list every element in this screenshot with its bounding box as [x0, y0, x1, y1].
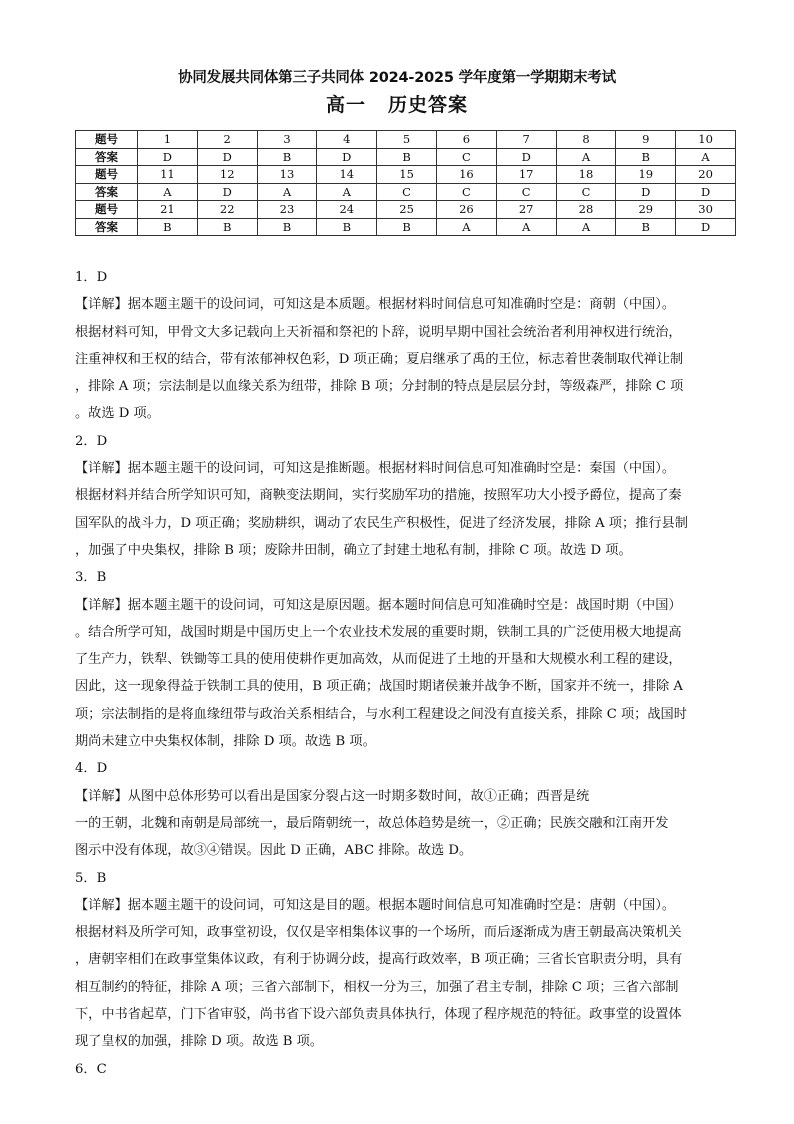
table-cell: D — [138, 148, 198, 166]
table-cell: 13 — [257, 166, 317, 184]
table-cell: 11 — [138, 166, 198, 184]
table-cell: D — [197, 148, 257, 166]
row-header: 题号 — [76, 131, 138, 149]
explanation-line: 了生产力，铁犁、铁锄等工具的使用使耕作更加高效，从而促进了土地的开垦和大规模水利工程的建设， — [75, 652, 682, 668]
page-title: 协同发展共同体第三子共同体 2024-2025 学年度第一学期期末考试 — [178, 70, 616, 86]
explanation-line: 注重神权和王权的结合，带有浓郁神权色彩，D 项正确；夏启继承了禹的王位，标志着世袭制取代禅让制 — [75, 351, 684, 367]
question-number: 1．D — [75, 270, 108, 285]
explanation-line: 因此，这一现象得益于铁制工具的使用，B 项正确；战国时期诸侯兼并战争不断，国家并不统一，排除 A — [75, 679, 683, 695]
explanations — [75, 264, 735, 1083]
table-cell: B — [257, 148, 317, 166]
explanation-line: ，唐朝宰相们在政事堂集体议政，有利于协调分歧，提高行政效率，B 项正确；三省长官职责分明，具有 — [75, 952, 683, 968]
question-number: 3．B — [75, 570, 107, 586]
table-cell: D — [616, 183, 676, 201]
table-cell: A — [436, 218, 496, 236]
explanation-line: ，加强了中央集权，排除 B 项；废除井田制，确立了封建土地私有制，排除 C 项。故选 D 项。 — [75, 542, 632, 558]
table-cell: D — [197, 183, 257, 201]
explanation-line: 根据材料并结合所学知识可知，商鞅变法期间，实行奖励军功的措施，按照军功大小授予爵位，提高了秦 — [75, 488, 682, 504]
table-cell: 22 — [197, 201, 257, 219]
question-number: 2．D — [75, 433, 108, 449]
table-cell: 7 — [496, 131, 556, 149]
table-cell: 25 — [377, 201, 437, 219]
question-number: 4．D — [75, 761, 108, 777]
table-cell: D — [676, 218, 736, 236]
table-cell: 5 — [377, 131, 437, 149]
explanation-line: 图示中没有体现，故③④错误。因此 D 正确，ABC 排除。故选 D。 — [75, 843, 473, 859]
subtitle-subject: 历史答案 — [388, 94, 469, 116]
table-cell: 24 — [317, 201, 377, 219]
explanation-line: ，排除 A 项；宗法制是以血缘关系为纽带，排除 B 项；分封制的特点是层层分封，等级森严，排除 C 项 — [75, 379, 684, 395]
table-cell: 17 — [496, 166, 556, 184]
table-cell: C — [436, 148, 496, 166]
answer-table — [75, 130, 736, 236]
row-header: 答案 — [76, 148, 138, 166]
table-cell: C — [556, 183, 616, 201]
row-header: 题号 — [76, 166, 138, 184]
table-cell: A — [556, 148, 616, 166]
row-header: 答案 — [76, 218, 138, 236]
table-cell: C — [377, 183, 437, 201]
explanation-line: 相互制约的特征，排除 A 项；三省六部制下，相权一分为三，加强了君主专制，排除 C 项；三省六部制 — [75, 979, 679, 995]
table-cell: A — [676, 148, 736, 166]
table-cell: 29 — [616, 201, 676, 219]
question-number: 5．B — [75, 870, 107, 886]
row-header: 答案 — [76, 183, 138, 201]
table-cell: B — [197, 218, 257, 236]
table-cell: 15 — [377, 166, 437, 184]
table-cell: 30 — [676, 201, 736, 219]
table-cell: B — [377, 218, 437, 236]
explanation-line: 【详解】从图中总体形势可以看出是国家分裂占这一时期多数时间，故①正确；西晋是统 — [75, 788, 590, 804]
table-cell: C — [496, 183, 556, 201]
table-cell: 14 — [317, 166, 377, 184]
question-number: 6．C — [75, 1061, 107, 1077]
table-row — [76, 218, 736, 236]
explanation-line: 【详解】据本题主题干的设问词，可知这是原因题。据本题时间信息可知准确时空是：战国时期（中国） — [75, 597, 682, 613]
table-row — [76, 183, 736, 201]
table-row — [76, 131, 736, 149]
table-cell: 10 — [676, 131, 736, 149]
table-cell: A — [257, 183, 317, 201]
table-row — [76, 201, 736, 219]
table-cell: 18 — [556, 166, 616, 184]
table-cell: 9 — [616, 131, 676, 149]
table-cell: B — [317, 218, 377, 236]
explanation-line: 根据材料可知，甲骨文大多记载向上天祈福和祭祀的卜辞，说明早期中国社会统治者利用神权进行统治， — [75, 324, 682, 340]
explanation-line: 一的王朝，北魏和南朝是局部统一，最后隋朝统一，故总体趋势是统一，②正确；民族交融和江南开发 — [75, 815, 669, 831]
table-cell: 3 — [257, 131, 317, 149]
table-cell: 2 — [197, 131, 257, 149]
table-cell: 4 — [317, 131, 377, 149]
table-cell: B — [616, 218, 676, 236]
table-cell: 16 — [436, 166, 496, 184]
table-cell: C — [436, 183, 496, 201]
explanation-line: 现了皇权的加强，排除 D 项。故选 B 项。 — [75, 1034, 324, 1050]
table-cell: D — [496, 148, 556, 166]
table-cell: A — [556, 218, 616, 236]
table-cell: D — [676, 183, 736, 201]
explanation-line: 根据材料及所学可知，政事堂初设，仅仅是宰相集体议事的一个场所，而后逐渐成为唐王朝最高决策机关 — [75, 925, 682, 941]
table-row — [76, 148, 736, 166]
explanation-line: 。结合所学可知，战国时期是中国历史上一个农业技术发展的重要时期，铁制工具的广泛使用极大地提高 — [75, 624, 682, 640]
explanation-line: 。故选 D 项。 — [75, 406, 160, 422]
table-cell: 28 — [556, 201, 616, 219]
explanation-line: 下，中书省起草，门下省审驳，尚书省下设六部负责具体执行，体现了程序规范的特征。政事堂的设置体 — [75, 1007, 682, 1023]
table-cell: D — [317, 148, 377, 166]
table-cell: 8 — [556, 131, 616, 149]
table-cell: 26 — [436, 201, 496, 219]
table-cell: 6 — [436, 131, 496, 149]
explanation-line: 【详解】据本题主题干的设问词，可知这是推断题。根据材料时间信息可知准确时空是：秦国（中国）。 — [75, 461, 676, 477]
table-cell: 27 — [496, 201, 556, 219]
table-cell: 19 — [616, 166, 676, 184]
table-cell: 12 — [197, 166, 257, 184]
table-cell: A — [317, 183, 377, 201]
table-cell: 1 — [138, 131, 198, 149]
explanation-line: 【详解】据本题主题干的设问词，可知这是本质题。根据材料时间信息可知准确时空是：商朝（中国）。 — [75, 297, 676, 313]
explanation-line: 国军队的战斗力，D 项正确；奖励耕织，调动了农民生产积极性，促进了经济发展，排除 A 项；推行县制 — [75, 515, 688, 531]
subtitle-grade: 高一 — [325, 94, 366, 116]
table-cell: 20 — [676, 166, 736, 184]
explanation-line: 期尚未建立中央集权体制，排除 D 项。故选 B 项。 — [75, 734, 376, 750]
explanation-line: 项；宗法制指的是将血缘纽带与政治关系相结合，与水利工程建设之间没有直接关系，排除 C 项；战国时 — [75, 706, 687, 722]
table-cell: 21 — [138, 201, 198, 219]
explanation-line: 【详解】据本题主题干的设问词，可知这是目的题。根据本题时间信息可知准确时空是：唐朝（中国）。 — [75, 897, 676, 913]
page-subtitle — [0, 90, 794, 117]
table-cell: B — [138, 218, 198, 236]
table-cell: B — [377, 148, 437, 166]
table-cell: A — [496, 218, 556, 236]
table-row — [76, 166, 736, 184]
row-header: 题号 — [76, 201, 138, 219]
table-cell: A — [138, 183, 198, 201]
table-cell: B — [257, 218, 317, 236]
table-cell: 23 — [257, 201, 317, 219]
table-cell: B — [616, 148, 676, 166]
